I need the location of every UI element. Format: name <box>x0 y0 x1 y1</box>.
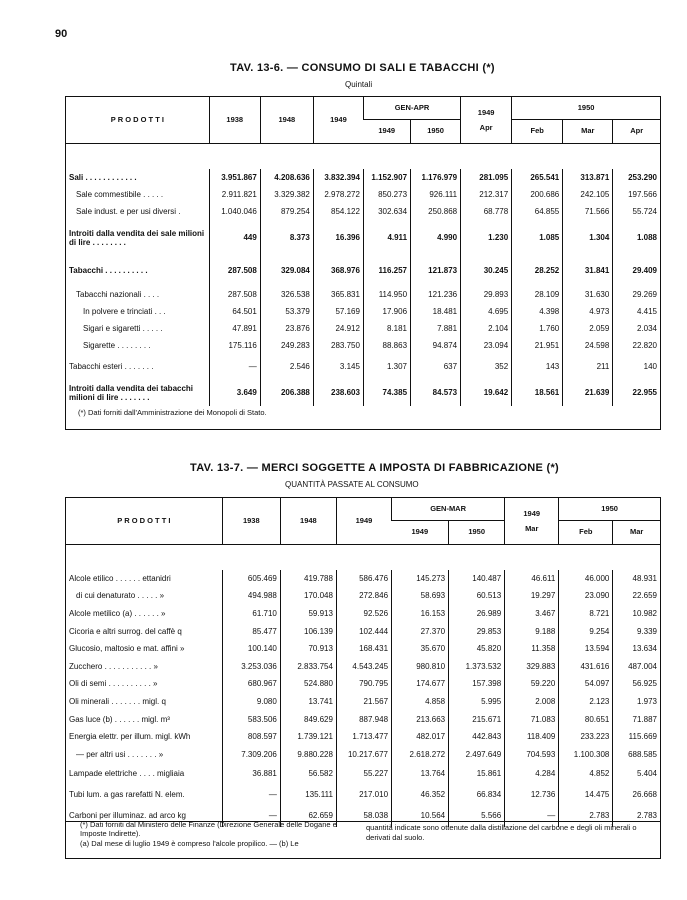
table-row <box>66 728 660 746</box>
table-cell: 145.273 <box>392 570 449 588</box>
table-cell: 1.176.979 <box>411 169 461 186</box>
table-cell: 58.693 <box>392 588 449 606</box>
table-cell: 524.880 <box>280 676 336 694</box>
table-cell: 22.955 <box>613 380 660 406</box>
table-cell: 68.778 <box>461 203 512 220</box>
table-row <box>66 785 660 806</box>
table-cell: 71.083 <box>505 711 559 729</box>
table-cell: 10.982 <box>613 605 660 623</box>
table-cell: 170.048 <box>280 588 336 606</box>
table-cell: 13.594 <box>559 640 613 658</box>
table-cell: 637 <box>411 354 461 380</box>
table-cell: 442.843 <box>449 728 505 746</box>
table-cell: 70.913 <box>280 640 336 658</box>
table-cell: 688.585 <box>613 746 660 764</box>
table-cell: 249.283 <box>260 337 313 354</box>
table-cell: 21.951 <box>512 337 563 354</box>
table-cell: 849.629 <box>280 711 336 729</box>
table1-body <box>66 143 660 406</box>
table-cell: 85.477 <box>222 623 280 641</box>
table-cell: 60.513 <box>449 588 505 606</box>
table-cell: 233.223 <box>559 728 613 746</box>
table-cell: 23.090 <box>559 588 613 606</box>
table-cell: 45.820 <box>449 640 505 658</box>
table-cell: 4.695 <box>461 303 512 320</box>
table-cell: 9.080 <box>222 693 280 711</box>
table-cell: 365.831 <box>313 286 363 303</box>
table-cell: 10.217.677 <box>336 746 391 764</box>
table-cell: 71.887 <box>613 711 660 729</box>
table-cell: 4.398 <box>512 303 563 320</box>
table-cell: 200.686 <box>512 186 563 203</box>
table-cell: 84.573 <box>411 380 461 406</box>
table-cell: 1.739.121 <box>280 728 336 746</box>
header-1938: 1938 <box>222 498 280 544</box>
table-cell: 59.913 <box>280 605 336 623</box>
table-cell: 100.140 <box>222 640 280 658</box>
table-cell: 2.911.821 <box>209 186 260 203</box>
table-cell: 1.040.046 <box>209 203 260 220</box>
table-cell: 1.088 <box>613 220 660 256</box>
table-cell: 1.373.532 <box>449 658 505 676</box>
table-cell: 2.783 <box>613 806 660 827</box>
row-label: Sale commestibile . . . . . <box>76 189 164 199</box>
row-label: Introiti dalla vendita dei sale milioni di lire . . . . . . . . <box>69 228 205 247</box>
table-cell: 80.651 <box>559 711 613 729</box>
table-cell: 2.546 <box>260 354 313 380</box>
table-cell: 26.989 <box>449 605 505 623</box>
table-cell: 17.906 <box>363 303 410 320</box>
table-cell: 21.639 <box>563 380 613 406</box>
row-label: Tabacchi nazionali . . . . <box>76 289 160 299</box>
table-cell: 118.409 <box>505 728 559 746</box>
table-cell: 10.564 <box>392 806 449 827</box>
table-cell: 206.388 <box>260 380 313 406</box>
table-row <box>66 764 660 785</box>
table-cell: 175.116 <box>209 337 260 354</box>
table-cell: 3.253.036 <box>222 658 280 676</box>
table-cell: 494.988 <box>222 588 280 606</box>
table-cell: 242.105 <box>563 186 613 203</box>
table-cell: 3.649 <box>209 380 260 406</box>
table-cell: 58.038 <box>336 806 391 827</box>
table-cell: 135.111 <box>280 785 336 806</box>
table-cell: 2.978.272 <box>313 186 363 203</box>
table-cell: 283.750 <box>313 337 363 354</box>
table-cell: 31.630 <box>563 286 613 303</box>
header-prodotti: P R O D O T T I <box>66 498 222 544</box>
table-cell: 36.881 <box>222 764 280 785</box>
table-cell: 3.329.382 <box>260 186 313 203</box>
table-row <box>66 658 660 676</box>
table-cell: 1.713.477 <box>336 728 391 746</box>
table-cell: 2.059 <box>563 320 613 337</box>
table-cell: 272.846 <box>336 588 391 606</box>
table-row <box>66 203 660 220</box>
table-cell: 26.668 <box>613 785 660 806</box>
table-cell: 5.566 <box>449 806 505 827</box>
table-cell: 8.373 <box>260 220 313 256</box>
table2-title: TAV. 13-7. — MERCI SOGGETTE A IMPOSTA DI FABBRICAZIONE (*) <box>190 462 560 474</box>
table2-footnote-right: quantità indicate sono ottenute dalla distillazione del carbone e degli oli minerali o derivati dal suolo. <box>366 823 637 842</box>
table-cell: 174.677 <box>392 676 449 694</box>
table-cell: 19.297 <box>505 588 559 606</box>
header-ga-1950: 1950 <box>411 119 461 143</box>
table-cell: 326.538 <box>260 286 313 303</box>
table-cell: 57.169 <box>313 303 363 320</box>
table-cell: 790.795 <box>336 676 391 694</box>
table-cell: 352 <box>461 354 512 380</box>
table-cell: 116.257 <box>363 256 410 286</box>
table-cell: 157.398 <box>449 676 505 694</box>
table-cell: 28.252 <box>512 256 563 286</box>
row-label: Oli di semi . . . . . . . . . . » <box>69 679 158 689</box>
table-cell: 23.094 <box>461 337 512 354</box>
header-ga-1949: 1949 <box>363 119 410 143</box>
table-cell: 329.883 <box>505 658 559 676</box>
table-row <box>66 303 660 320</box>
table-cell: 46.000 <box>559 570 613 588</box>
table-cell: 13.764 <box>392 764 449 785</box>
table-cell: 1.760 <box>512 320 563 337</box>
table-cell: 121.873 <box>411 256 461 286</box>
table-cell: 115.669 <box>613 728 660 746</box>
table-cell: 1.304 <box>563 220 613 256</box>
row-label: Alcole etilico . . . . . . ettanidri <box>69 573 171 583</box>
header-mar: Mar <box>563 119 613 143</box>
table-row <box>66 354 660 380</box>
table-cell: 2.833.754 <box>280 658 336 676</box>
row-label: Glucosio, maltosio e mat. affini » <box>69 644 185 654</box>
table-cell: 704.593 <box>505 746 559 764</box>
table-cell: 3.951.867 <box>209 169 260 186</box>
table-cell: 23.876 <box>260 320 313 337</box>
table-row <box>66 380 660 406</box>
header-feb: Feb <box>559 520 613 544</box>
table-row <box>66 711 660 729</box>
table-cell: 265.541 <box>512 169 563 186</box>
table-cell: 808.597 <box>222 728 280 746</box>
table-cell: 13.741 <box>280 693 336 711</box>
table-cell: 71.566 <box>563 203 613 220</box>
table-row <box>66 337 660 354</box>
table-cell: 8.181 <box>363 320 410 337</box>
table-cell: 217.010 <box>336 785 391 806</box>
row-label: Cicoria e altri surrog. del caffè q <box>69 626 182 636</box>
table-cell: 605.469 <box>222 570 280 588</box>
table-cell: 2.783 <box>559 806 613 827</box>
table-cell: 4.973 <box>563 303 613 320</box>
table-cell: 168.431 <box>336 640 391 658</box>
table-cell: 197.566 <box>613 186 660 203</box>
table-cell: 302.634 <box>363 203 410 220</box>
table-cell: 250.868 <box>411 203 461 220</box>
table-cell: 15.861 <box>449 764 505 785</box>
table-cell: 61.710 <box>222 605 280 623</box>
header-1948: 1948 <box>260 97 313 143</box>
table-row <box>66 286 660 303</box>
table-cell: 7.309.206 <box>222 746 280 764</box>
page-number: 90 <box>55 28 68 40</box>
table-cell: 88.863 <box>363 337 410 354</box>
table-cell: 287.508 <box>209 256 260 286</box>
table-cell: 9.254 <box>559 623 613 641</box>
table-cell: 106.139 <box>280 623 336 641</box>
table-cell: 3.832.394 <box>313 169 363 186</box>
table-cell: 7.881 <box>411 320 461 337</box>
table-cell: 281.095 <box>461 169 512 186</box>
table-cell: 18.561 <box>512 380 563 406</box>
table-cell: 53.379 <box>260 303 313 320</box>
table-cell: 2.008 <box>505 693 559 711</box>
row-label: Sigarette . . . . . . . . <box>83 340 151 350</box>
header-prodotti: P R O D O T T I <box>66 97 209 143</box>
table-cell: 4.284 <box>505 764 559 785</box>
table-cell: 16.153 <box>392 605 449 623</box>
row-label: Oli minerali . . . . . . . migl. q <box>69 696 166 706</box>
header-feb: Feb <box>512 119 563 143</box>
table-cell: 74.385 <box>363 380 410 406</box>
table-cell: 12.736 <box>505 785 559 806</box>
table-cell: 1.973 <box>613 693 660 711</box>
table-cell: 59.220 <box>505 676 559 694</box>
table-cell: 9.188 <box>505 623 559 641</box>
table-cell: 22.820 <box>613 337 660 354</box>
table-cell: 143 <box>512 354 563 380</box>
table1-title: TAV. 13-6. — CONSUMO DI SALI E TABACCHI (*) <box>230 62 495 74</box>
table-cell: 35.670 <box>392 640 449 658</box>
table-row <box>66 676 660 694</box>
table2-frame <box>65 497 661 859</box>
table-cell: 4.415 <box>613 303 660 320</box>
table-cell: 55.724 <box>613 203 660 220</box>
table-row <box>66 693 660 711</box>
header-1948: 1948 <box>280 498 336 544</box>
table-cell: 487.004 <box>613 658 660 676</box>
table-cell: — <box>222 806 280 827</box>
table-row <box>66 623 660 641</box>
table2-unit: QUANTITÀ PASSATE AL CONSUMO <box>285 480 419 489</box>
table-row <box>66 605 660 623</box>
table1 <box>66 97 660 406</box>
table-cell: 54.097 <box>559 676 613 694</box>
table2-footnote-left: (*) Dati forniti dal Ministero delle Finanze (Direzione Generale delle Dogane e Imposte Indirette). (a) Dal mese di luglio 1949 è compreso l'alcole propilico. — (b) Le <box>80 819 337 848</box>
table-cell: 11.358 <box>505 640 559 658</box>
table-cell: 1.085 <box>512 220 563 256</box>
row-label: Gas luce (b) . . . . . . migl. m³ <box>69 714 170 724</box>
table-row <box>66 256 660 286</box>
table-cell: 211 <box>563 354 613 380</box>
table-cell: 114.950 <box>363 286 410 303</box>
table-cell: 29.409 <box>613 256 660 286</box>
table-cell: 879.254 <box>260 203 313 220</box>
table-cell: 9.339 <box>613 623 660 641</box>
table-cell: 102.444 <box>336 623 391 641</box>
header-1949-apr: 1949 Apr <box>461 97 512 143</box>
table1-frame <box>65 96 661 430</box>
table-cell: 13.634 <box>613 640 660 658</box>
table-cell: 121.236 <box>411 286 461 303</box>
table-cell: 431.616 <box>559 658 613 676</box>
table-cell: 56.582 <box>280 764 336 785</box>
table-row <box>66 746 660 764</box>
table-cell: — <box>222 785 280 806</box>
table-cell: 3.145 <box>313 354 363 380</box>
table-cell: 46.611 <box>505 570 559 588</box>
table-cell: 21.567 <box>336 693 391 711</box>
table-cell: 66.834 <box>449 785 505 806</box>
table-cell: 854.122 <box>313 203 363 220</box>
row-label: di cui denaturato . . . . . » <box>76 591 165 601</box>
header-1949-mar: 1949 Mar <box>505 498 559 544</box>
table-cell: 29.269 <box>613 286 660 303</box>
header-apr: Apr <box>613 119 660 143</box>
table-cell: 92.526 <box>336 605 391 623</box>
table-cell: 46.352 <box>392 785 449 806</box>
header-1949: 1949 <box>313 97 363 143</box>
row-label: In polvere e trinciati . . . <box>83 306 166 316</box>
table-cell: 313.871 <box>563 169 613 186</box>
table-cell: 980.810 <box>392 658 449 676</box>
table-cell: 5.404 <box>613 764 660 785</box>
header-gm-1949: 1949 <box>392 520 449 544</box>
table-cell: 887.948 <box>336 711 391 729</box>
table-cell: 1.307 <box>363 354 410 380</box>
table-cell: 4.990 <box>411 220 461 256</box>
table-cell: 586.476 <box>336 570 391 588</box>
table-cell: 28.109 <box>512 286 563 303</box>
table-cell: 47.891 <box>209 320 260 337</box>
table-cell: 2.123 <box>559 693 613 711</box>
table-cell: 329.084 <box>260 256 313 286</box>
table-cell: 1.152.907 <box>363 169 410 186</box>
table-cell: 140.487 <box>449 570 505 588</box>
table-cell: 94.874 <box>411 337 461 354</box>
header-1950: 1950 <box>559 498 660 520</box>
table-cell: 213.663 <box>392 711 449 729</box>
table-row <box>66 588 660 606</box>
table-cell: 419.788 <box>280 570 336 588</box>
row-label: Tabacchi esteri . . . . . . . <box>69 362 154 371</box>
row-label: Sigari e sigaretti . . . . . <box>83 323 163 333</box>
table-cell: 1.230 <box>461 220 512 256</box>
table-cell: 29.853 <box>449 623 505 641</box>
row-label: Sale indust. e per usi diversi . <box>76 206 181 216</box>
row-label: — per altri usi . . . . . . . » <box>76 749 164 759</box>
table-row <box>66 320 660 337</box>
table-cell: 19.642 <box>461 380 512 406</box>
table-cell: 55.227 <box>336 764 391 785</box>
table-cell: 48.931 <box>613 570 660 588</box>
table-row <box>66 570 660 588</box>
table-cell: 287.508 <box>209 286 260 303</box>
table-cell: 16.396 <box>313 220 363 256</box>
table1-footnote: (*) Dati forniti dall'Amministrazione dei Monopoli di Stato. <box>78 407 267 417</box>
header-1949: 1949 <box>336 498 391 544</box>
table-cell: 24.598 <box>563 337 613 354</box>
header-gm-1950: 1950 <box>449 520 505 544</box>
table-cell: 22.659 <box>613 588 660 606</box>
table-cell: 56.925 <box>613 676 660 694</box>
row-label: Energia elettr. per illum. migl. kWh <box>69 732 191 742</box>
table-cell: 2.618.272 <box>392 746 449 764</box>
table2-body <box>66 544 660 827</box>
row-label: Carboni per illuminaz. ad arco kg <box>69 811 186 821</box>
table-cell: — <box>505 806 559 827</box>
header-1950: 1950 <box>512 97 660 119</box>
row-label: Alcole metilico (a) . . . . . . » <box>69 608 166 618</box>
table-cell: 29.893 <box>461 286 512 303</box>
table-cell: 4.911 <box>363 220 410 256</box>
table-row <box>66 169 660 186</box>
table-cell: 368.976 <box>313 256 363 286</box>
table1-unit: Quintali <box>345 80 373 89</box>
table-cell: 215.671 <box>449 711 505 729</box>
table-cell: 64.501 <box>209 303 260 320</box>
table-cell: 212.317 <box>461 186 512 203</box>
table-cell: 3.467 <box>505 605 559 623</box>
table-cell: 5.995 <box>449 693 505 711</box>
table-cell: 926.111 <box>411 186 461 203</box>
table-cell: 9.880.228 <box>280 746 336 764</box>
table-cell: — <box>209 354 260 380</box>
table2 <box>66 498 660 827</box>
table-cell: 850.273 <box>363 186 410 203</box>
table-cell: 1.100.308 <box>559 746 613 764</box>
table-cell: 680.967 <box>222 676 280 694</box>
table-row <box>66 186 660 203</box>
table-cell: 2.497.649 <box>449 746 505 764</box>
table-cell: 583.506 <box>222 711 280 729</box>
row-label: Zucchero . . . . . . . . . . . » <box>69 661 158 671</box>
table-cell: 2.104 <box>461 320 512 337</box>
table-cell: 30.245 <box>461 256 512 286</box>
table-cell: 31.841 <box>563 256 613 286</box>
header-gen-apr: GEN-APR <box>363 97 460 119</box>
table-cell: 4.858 <box>392 693 449 711</box>
table-cell: 449 <box>209 220 260 256</box>
table-cell: 482.017 <box>392 728 449 746</box>
table-cell: 238.603 <box>313 380 363 406</box>
table-cell: 27.370 <box>392 623 449 641</box>
row-label: Introiti dalla vendita dei tabacchi milioni di lire . . . . . . . <box>69 383 194 402</box>
table-cell: 24.912 <box>313 320 363 337</box>
table-cell: 4.208.636 <box>260 169 313 186</box>
table-cell: 4.852 <box>559 764 613 785</box>
table-cell: 253.290 <box>613 169 660 186</box>
table-cell: 140 <box>613 354 660 380</box>
table-cell: 64.855 <box>512 203 563 220</box>
table-cell: 4.543.245 <box>336 658 391 676</box>
table-cell: 62.659 <box>280 806 336 827</box>
table-row <box>66 220 660 256</box>
table-cell: 18.481 <box>411 303 461 320</box>
header-1938: 1938 <box>209 97 260 143</box>
table-cell: 14.475 <box>559 785 613 806</box>
table-row <box>66 640 660 658</box>
row-label: Sali . . . . . . . . . . . . <box>69 172 137 182</box>
row-label: Tabacchi . . . . . . . . . . <box>69 266 148 275</box>
row-label: Lampade elettriche . . . . migliaia <box>69 769 185 779</box>
table-cell: 2.034 <box>613 320 660 337</box>
header-gen-mar: GEN-MAR <box>392 498 505 520</box>
row-label: Tubi lum. a gas rarefatti N. elem. <box>69 790 185 800</box>
table-cell: 8.721 <box>559 605 613 623</box>
header-mar: Mar <box>613 520 660 544</box>
